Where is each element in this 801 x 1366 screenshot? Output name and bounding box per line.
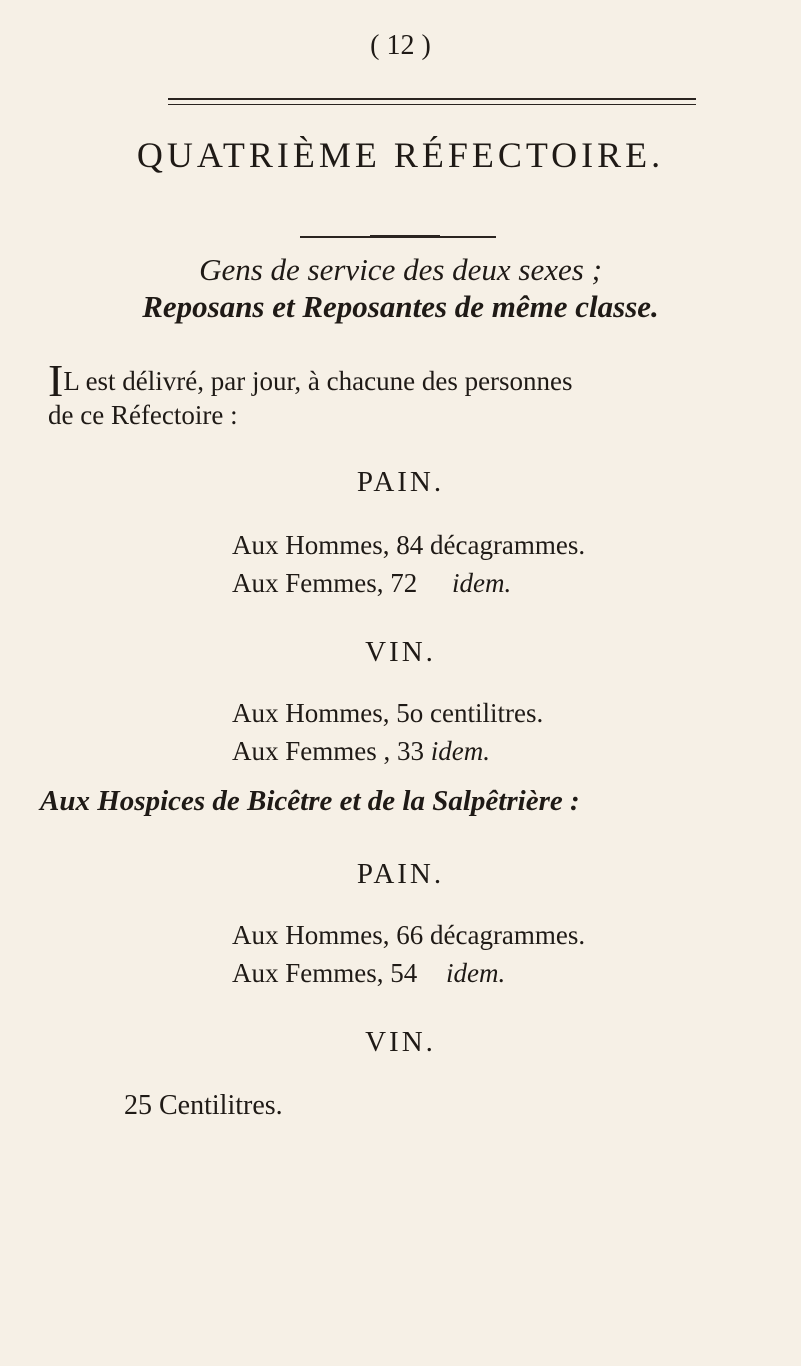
intro-line-1-text: L est délivré, par jour, à chacune des personnes bbox=[63, 366, 573, 396]
subtitle-line-1: Gens de service des deux sexes ; bbox=[199, 252, 602, 287]
drop-cap: I bbox=[48, 355, 64, 406]
section1-pain-heading: PAIN. bbox=[356, 466, 445, 498]
section1-pain-men: Aux Hommes, 84 décagrammes. bbox=[232, 530, 586, 560]
section1-vin-women bbox=[232, 736, 490, 767]
intro-line-2: de ce Réfectoire : bbox=[48, 400, 238, 430]
section1-vin-women-idem: idem. bbox=[430, 736, 490, 766]
section2-vin-heading: VIN. bbox=[365, 1026, 436, 1058]
section2-pain-heading: PAIN. bbox=[356, 858, 445, 890]
section1-pain-women-amount: Aux Femmes, 72 bbox=[232, 568, 418, 598]
page-title: QUATRIÈME RÉFECTOIRE. bbox=[136, 135, 665, 175]
title-divider bbox=[300, 236, 496, 238]
section2-heading: Aux Hospices de Bicêtre et de la Salpêtrière : bbox=[40, 785, 580, 817]
section1-pain-women-idem: idem. bbox=[452, 568, 512, 598]
section1-vin-women-amount: Aux Femmes , 33 bbox=[232, 736, 424, 766]
page-number: ( 12 ) bbox=[370, 30, 431, 61]
subtitle-line-2 bbox=[0, 289, 801, 325]
section2-pain-women-idem: idem. bbox=[446, 958, 506, 988]
subtitle-line-2-text: Reposans et Reposantes de même classe. bbox=[142, 289, 659, 324]
section2-pain-men: Aux Hommes, 66 décagrammes. bbox=[232, 920, 586, 950]
section2-pain-women bbox=[232, 958, 505, 989]
top-rule bbox=[168, 98, 696, 105]
intro-line-1 bbox=[48, 355, 573, 406]
section1-vin-men: Aux Hommes, 5o centilitres. bbox=[232, 698, 544, 728]
section1-vin-heading: VIN. bbox=[365, 636, 436, 668]
section1-pain-women bbox=[232, 568, 511, 599]
section2-vin-amount: 25 Centilitres. bbox=[124, 1090, 283, 1121]
section2-pain-women-amount: Aux Femmes, 54 bbox=[232, 958, 418, 988]
